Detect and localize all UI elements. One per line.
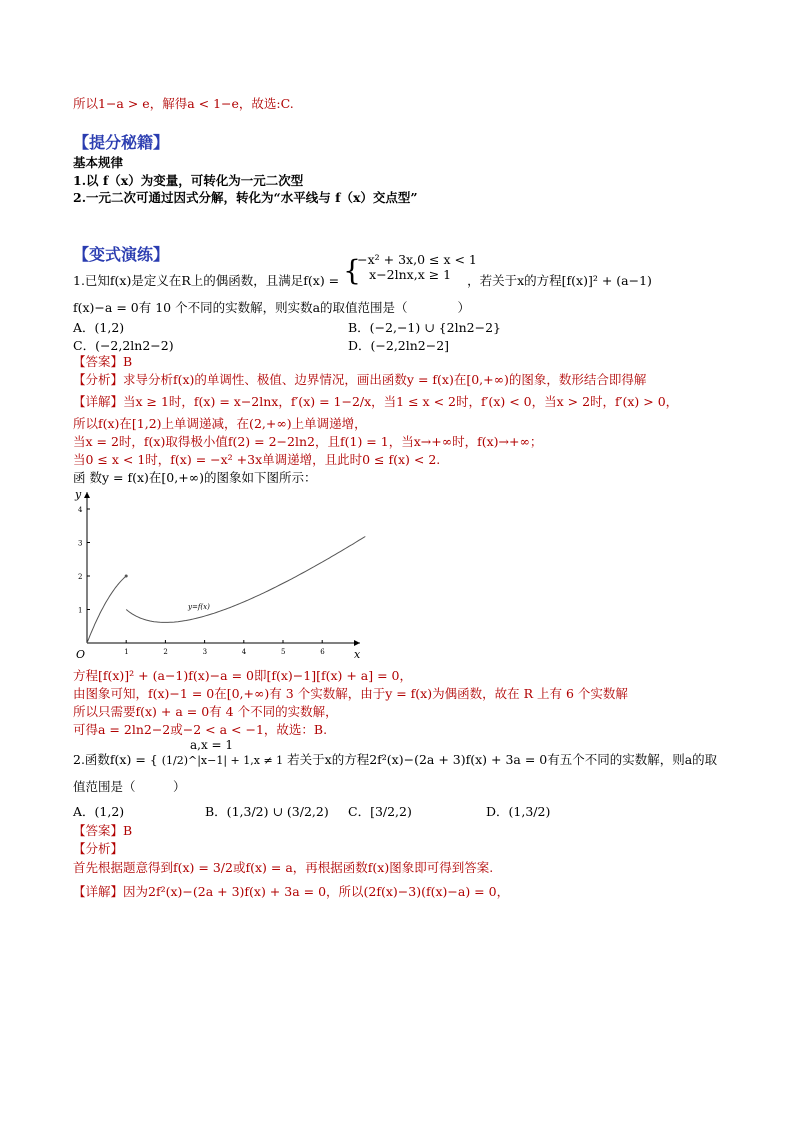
curve-label: y=f(x) [188, 603, 210, 611]
q1-option-d: D．(−2,2ln2−2] [348, 338, 450, 353]
tips-heading: 【提分秘籍】 [73, 133, 170, 152]
q1-detail-5: 函 数y = f(x)在[0,+∞)的图象如下图所示： [73, 470, 317, 485]
q2-option-c: C．[3/2,2) [348, 804, 412, 819]
q2-option-d: D．(1,3/2) [486, 804, 551, 819]
x-tick-label: 6 [320, 648, 325, 656]
x-tick-label: 1 [124, 648, 129, 656]
q1-option-a: A．(1,2) [73, 320, 125, 335]
prev-conclusion: 所以1−a > e，解得a < 1−e，故选:C. [73, 96, 294, 111]
q1-detail-2: 所以f(x)在[1,2)上单调递减，在(2,+∞)上单调递增， [73, 416, 367, 431]
y-tick-label: 4 [78, 506, 83, 514]
q2-option-a: A．(1,2) [73, 804, 125, 819]
q1-after-3: 所以只需要f(x) + a = 0有 4 个不同的实数解， [73, 704, 338, 719]
x-axis-label: x [354, 648, 361, 661]
origin-label: O [76, 648, 86, 661]
q1-piecewise: { −x² + 3x,0 ≤ x < 1 x−2lnx,x ≥ 1 [343, 251, 477, 287]
x-tick-label: 4 [241, 648, 247, 656]
q1-stem-cont: ，若关于x的方程[f(x)]² + (a−1) [467, 273, 652, 288]
q2-answer: 【答案】B [73, 823, 133, 838]
function-graph [70, 486, 370, 664]
q2-stem-cont: 若关于x的方程2f²(x)−(2a + 3)f(x) + 3a = 0有五个不同的实数解，则a的取 [287, 752, 718, 767]
q1-after-4: 可得a = 2ln2−2或−2 < a < −1，故选：B. [73, 722, 328, 737]
x-tick-label: 3 [202, 648, 208, 656]
endpoint-open-dot [125, 575, 128, 578]
y-tick-label: 3 [78, 539, 83, 548]
q1-option-c: C．(−2,2ln2−2) [73, 338, 174, 353]
y-tick-label: 2 [78, 573, 83, 581]
curve-segment-quadratic [87, 576, 126, 643]
q2-piece-top: a,x = 1 [190, 738, 234, 752]
q1-detail-1: 【详解】当x ≥ 1时，f(x) = x−2lnx，f′(x) = 1−2/x，当1 ≤ x < 2时，f′(x) < 0，当x > 2时，f′(x) > 0， [73, 394, 679, 409]
q1-option-b: B．(−2,−1) ∪ {2ln2−2} [348, 320, 501, 335]
x-tick-label: 2 [163, 648, 168, 656]
q2-stem-line2: 值范围是（ ） [73, 779, 186, 794]
q2-analysis: 【分析】 [73, 841, 124, 856]
q2-analysis-text: 首先根据题意得到f(x) = 3/2或f(x) = a，再根据函数f(x)图象即可得到答案. [73, 860, 494, 875]
q2-option-b: B．(1,3/2) ∪ (3/2,2) [205, 804, 329, 819]
q1-analysis: 【分析】求导分析f(x)的单调性、极值、边界情况，画出函数y = f(x)在[0,+∞)的图象，数形结合即得解 [73, 372, 647, 387]
q1-stem-line2: f(x)−a = 0有 10 个不同的实数解，则实数a的取值范围是（ ） [73, 300, 471, 315]
practice-heading: 【变式演练】 [73, 245, 170, 264]
tips-subheading: 基本规律 [73, 155, 124, 170]
y-tick-label: 1 [78, 606, 83, 615]
curve-segment-log [126, 537, 365, 623]
q1-after-2: 由图象可知，f(x)−1 = 0在[0,+∞)有 3 个实数解，由于y = f(x)为偶函数，故在 R 上有 6 个实数解 [73, 686, 628, 701]
q2-stem-start: 2.函数f(x) = { [73, 752, 158, 767]
tips-rule-2: 2.一元二次可通过因式分解，转化为“水平线与 f（x）交点型” [73, 190, 418, 205]
q1-stem-start: 1.已知f(x)是定义在R上的偶函数，且满足f(x) = [73, 273, 340, 288]
x-tick-label: 5 [281, 648, 286, 656]
q1-detail-4: 当0 ≤ x < 1时，f(x) = −x² +3x单调递增，且此时0 ≤ f(x) < 2. [73, 452, 441, 467]
y-axis-label: y [75, 488, 82, 501]
tips-rule-1: 1.以 f（x）为变量，可转化为一元二次型 [73, 173, 304, 188]
q1-answer: 【答案】B [73, 354, 133, 369]
q2-stem-line1 [73, 752, 717, 769]
q2-detail: 【详解】因为2f²(x)−(2a + 3)f(x) + 3a = 0，所以(2f(x)−3)(f(x)−a) = 0， [73, 884, 510, 899]
q1-piece-1: −x² + 3x,0 ≤ x < 1 [357, 251, 477, 267]
q2-piece-bottom: (1/2)^|x−1| + 1,x ≠ 1 [161, 754, 284, 767]
q1-detail-3: 当x = 2时，f(x)取得极小值f(2) = 2−2ln2，且f(1) = 1，当x→+∞时，f(x)→+∞； [73, 434, 543, 449]
q1-piece-2: x−2lnx,x ≥ 1 [369, 266, 452, 282]
q1-after-1: 方程[f(x)]² + (a−1)f(x)−a = 0即[f(x)−1][f(x) + a] = 0， [73, 668, 413, 683]
